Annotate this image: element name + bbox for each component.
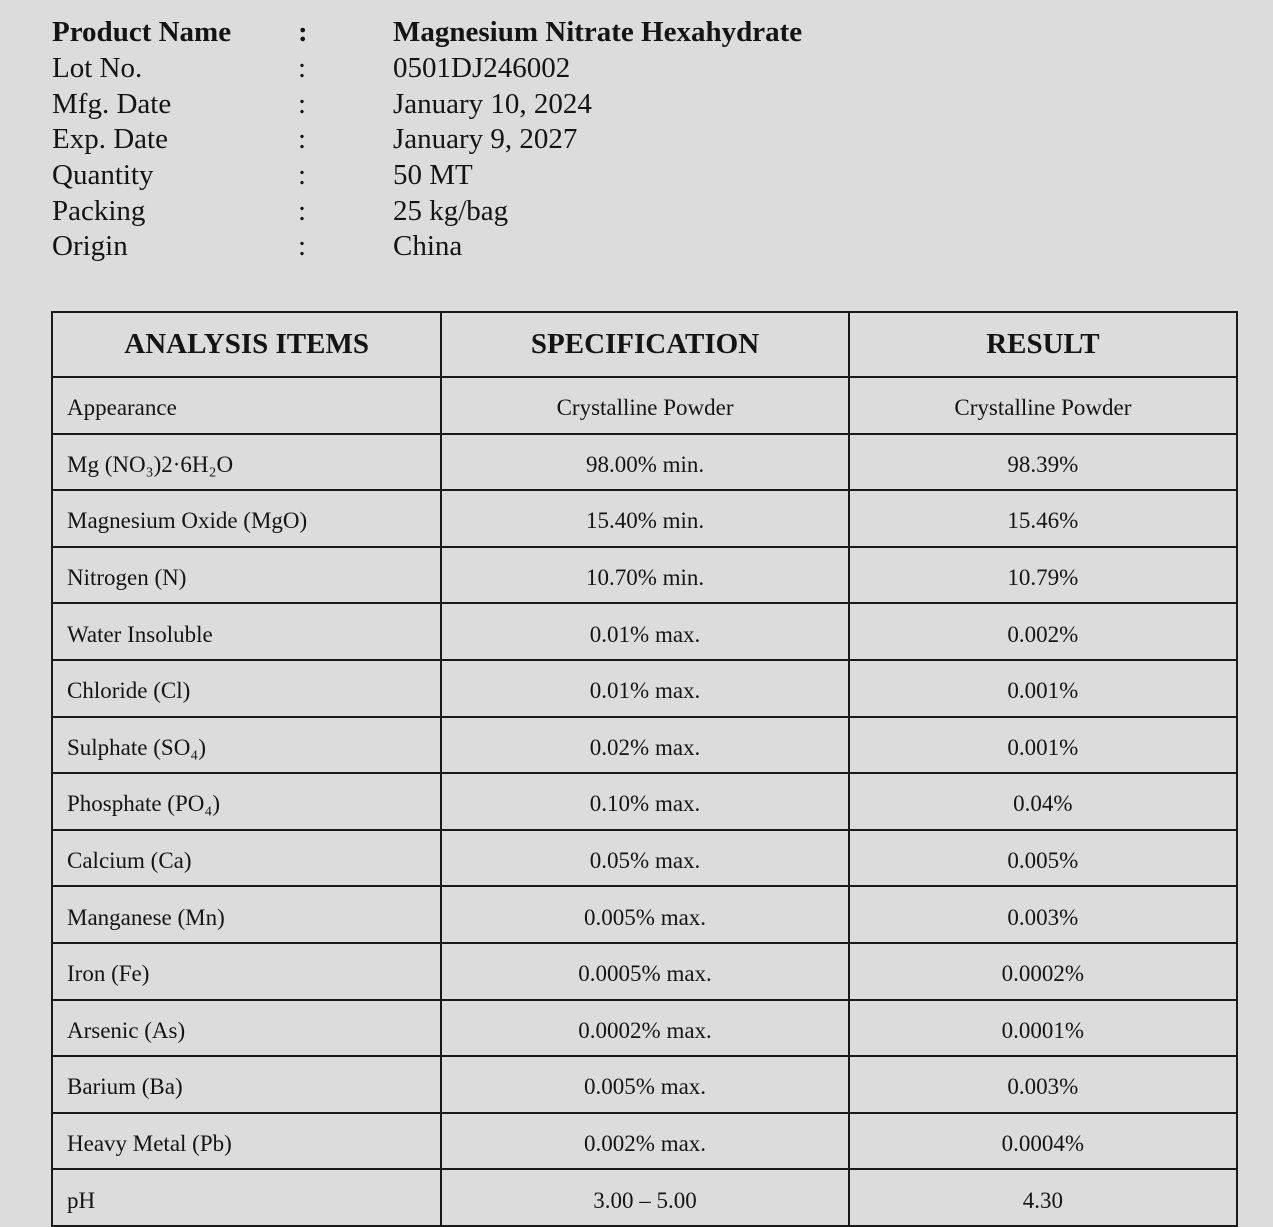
specification: 15.40% min. <box>441 490 848 547</box>
table-row <box>52 434 1237 491</box>
result: 15.46% <box>849 490 1237 547</box>
specification: 0.01% max. <box>441 603 848 660</box>
analysis-item: Mg (NO₃)2·6H₂O <box>52 434 441 491</box>
info-label: Exp. Date <box>52 123 168 156</box>
table-row <box>52 943 1237 1000</box>
info-row-quantity <box>52 158 802 194</box>
analysis-item: Manganese (Mn) <box>52 886 441 943</box>
result: 98.39% <box>849 434 1237 491</box>
header-specification: SPECIFICATION <box>441 312 848 377</box>
header-analysis-items: ANALYSIS ITEMS <box>52 312 441 377</box>
info-colon: : <box>298 159 307 192</box>
specification: 0.01% max. <box>441 660 848 717</box>
info-value: China <box>393 230 463 263</box>
result: Crystalline Powder <box>849 377 1237 434</box>
table-row <box>52 717 1237 774</box>
analysis-item: Calcium (Ca) <box>52 830 441 887</box>
analysis-item: Iron (Fe) <box>52 943 441 1000</box>
result: 0.001% <box>849 660 1237 717</box>
analysis-item: Sulphate (SO₄) <box>52 717 441 774</box>
info-colon: : <box>298 87 307 120</box>
result: 0.04% <box>849 773 1237 830</box>
info-label: Quantity <box>52 159 154 192</box>
specification: 0.0005% max. <box>441 943 848 1000</box>
result: 0.003% <box>849 1056 1237 1113</box>
info-value: January 10, 2024 <box>393 87 592 120</box>
analysis-item: Chloride (Cl) <box>52 660 441 717</box>
specification: 0.005% max. <box>441 1056 848 1113</box>
analysis-item: Water Insoluble <box>52 603 441 660</box>
info-label: Mfg. Date <box>52 87 172 120</box>
info-row-lot-no <box>52 51 802 87</box>
specification: 10.70% min. <box>441 547 848 604</box>
info-row-packing <box>52 193 802 229</box>
info-row-exp-date <box>52 122 802 158</box>
specification: 3.00 – 5.00 <box>441 1169 848 1226</box>
result: 4.30 <box>849 1169 1237 1226</box>
specification: 98.00% min. <box>441 434 848 491</box>
table-row <box>52 1000 1237 1057</box>
info-colon: : <box>298 123 307 156</box>
table-row <box>52 1056 1237 1113</box>
table-row <box>52 1169 1237 1226</box>
info-row-origin <box>52 229 802 265</box>
product-info-block <box>52 15 802 265</box>
table-row <box>52 830 1237 887</box>
result: 0.002% <box>849 603 1237 660</box>
analysis-item: Nitrogen (N) <box>52 547 441 604</box>
result: 0.001% <box>849 717 1237 774</box>
result: 0.005% <box>849 830 1237 887</box>
info-label: Packing <box>52 194 146 227</box>
info-label: Origin <box>52 230 128 263</box>
analysis-table <box>51 311 1238 1227</box>
table-row <box>52 547 1237 604</box>
info-colon: : <box>298 194 307 227</box>
result: 0.0004% <box>849 1113 1237 1170</box>
info-row-mfg-date <box>52 86 802 122</box>
info-value: Magnesium Nitrate Hexahydrate <box>393 16 803 49</box>
info-value: January 9, 2027 <box>393 123 578 156</box>
info-value: 50 MT <box>393 159 473 192</box>
specification: 0.002% max. <box>441 1113 848 1170</box>
info-row-product-name <box>52 15 802 51</box>
specification: 0.10% max. <box>441 773 848 830</box>
table-row <box>52 886 1237 943</box>
specification: 0.0002% max. <box>441 1000 848 1057</box>
result: 0.003% <box>849 886 1237 943</box>
table-row <box>52 490 1237 547</box>
info-value: 0501DJ246002 <box>393 52 571 85</box>
header-result: RESULT <box>849 312 1237 377</box>
table-row <box>52 603 1237 660</box>
info-value: 25 kg/bag <box>393 194 509 227</box>
analysis-item: Barium (Ba) <box>52 1056 441 1113</box>
table-row <box>52 377 1237 434</box>
info-label: Product Name <box>52 16 232 49</box>
info-colon: : <box>298 52 307 85</box>
analysis-item: Phosphate (PO₄) <box>52 773 441 830</box>
table-row <box>52 773 1237 830</box>
info-colon: : <box>298 230 307 263</box>
analysis-item: Appearance <box>52 377 441 434</box>
result: 0.0002% <box>849 943 1237 1000</box>
analysis-item: Heavy Metal (Pb) <box>52 1113 441 1170</box>
specification: Crystalline Powder <box>441 377 848 434</box>
table-row <box>52 1113 1237 1170</box>
table-header-row <box>52 312 1237 377</box>
specification: 0.05% max. <box>441 830 848 887</box>
info-label: Lot No. <box>52 52 143 85</box>
result: 0.0001% <box>849 1000 1237 1057</box>
table-row <box>52 660 1237 717</box>
result: 10.79% <box>849 547 1237 604</box>
specification: 0.02% max. <box>441 717 848 774</box>
info-colon: : <box>298 16 308 49</box>
analysis-item: Arsenic (As) <box>52 1000 441 1057</box>
specification: 0.005% max. <box>441 886 848 943</box>
analysis-item: pH <box>52 1169 441 1226</box>
analysis-item: Magnesium Oxide (MgO) <box>52 490 441 547</box>
